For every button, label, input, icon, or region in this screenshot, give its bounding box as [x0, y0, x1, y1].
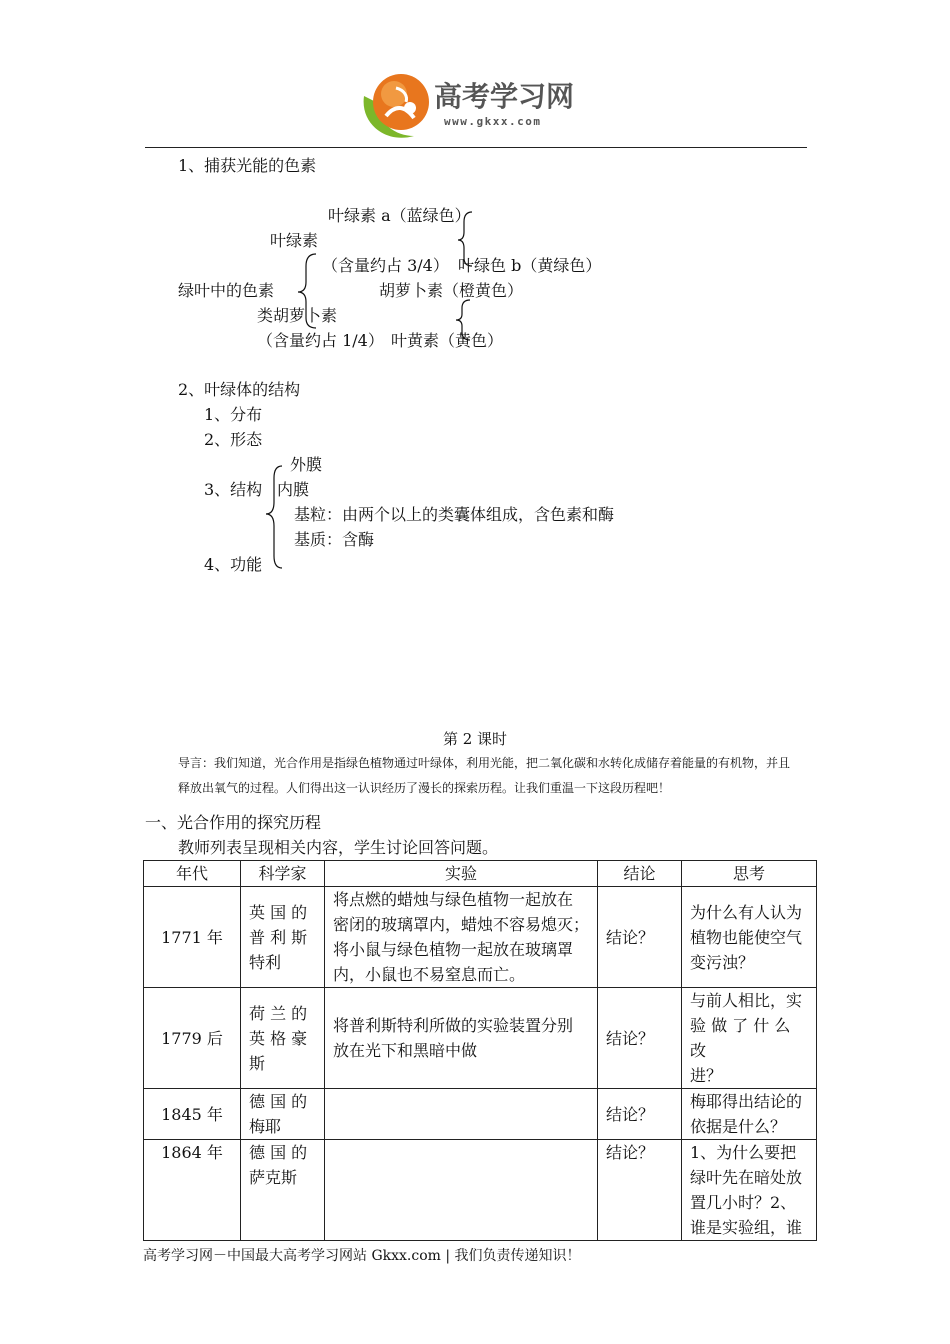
experiment-cell [325, 887, 598, 988]
item-distribution: 1、分布 [204, 405, 263, 424]
section1-heading: 1、捕获光能的色素 [178, 156, 317, 175]
brace-structure [266, 466, 282, 568]
experiment-cell [325, 988, 598, 1089]
experiment-line: 将小鼠与绿色植物一起放在玻璃罩 [333, 940, 574, 959]
lesson2-title: 第 2 课时 [442, 730, 508, 748]
conclusion-cell: 结论？ [598, 1140, 682, 1241]
header-experiment: 实验 [325, 861, 598, 887]
scientist-line: 普 利 斯 [249, 927, 308, 947]
experiment-line: 将点燃的蜡烛与绿色植物一起放在 [333, 890, 574, 909]
header-year: 年代 [144, 861, 241, 887]
year-cell: 1864 年 [144, 1140, 241, 1241]
chlorophyll-a: 叶绿素 a（蓝绿色） [328, 206, 471, 225]
thinking-cell [682, 1089, 817, 1140]
stroma: 基质：含酶 [294, 530, 375, 549]
thinking-line: 梅耶得出结论的 [690, 1092, 803, 1111]
scientist-line: 英 国 的 [249, 902, 308, 922]
experiment-cell [325, 1140, 598, 1241]
chlorophyll-b: 叶绿色 b（黄绿色） [458, 256, 602, 275]
section2-heading: 2、叶绿体的结构 [178, 380, 301, 399]
scientist-cell [241, 1140, 325, 1241]
thinking-line: 谁是实验组，谁 [690, 1218, 803, 1237]
logo-title: 高考学习网 [434, 80, 575, 113]
page-footer: 高考学习网－中国最大高考学习网站 Gkxx.com | 我们负责传递知识！ [143, 1248, 581, 1264]
scientist-line: 德 国 的 [249, 1143, 308, 1162]
scientist-line: 荷 兰 的 [249, 1003, 308, 1023]
header-thinking: 思考 [682, 861, 817, 887]
experiment-line: 密闭的玻璃罩内，蜡烛不容易熄灭； [333, 915, 590, 934]
scientist-cell [241, 887, 325, 988]
intro-line-2: 释放出氧气的过程。人们得出这一认识经历了漫长的探索历程。让我们重温一下这段历程吧！ [178, 781, 671, 795]
thinking-line: 验 做 了 什 么 改 [690, 1016, 791, 1060]
experiment-line: 放在光下和黑暗中做 [333, 1041, 478, 1060]
conclusion-cell: 结论？ [598, 1089, 682, 1140]
year-cell: 1779 后 [144, 988, 241, 1089]
experiment-cell [325, 1089, 598, 1140]
table-header-row [144, 861, 817, 887]
item-shape: 2、形态 [204, 430, 263, 449]
chlorophyll: 叶绿素 [270, 231, 319, 250]
thinking-cell [682, 988, 817, 1089]
thinking-line: 绿叶先在暗处放 [690, 1168, 803, 1187]
scientist-cell [241, 988, 325, 1089]
thinking-line: 为什么有人认为 [690, 902, 803, 922]
part-heading: 一、光合作用的探究历程 [145, 813, 322, 832]
scientist-line: 特利 [249, 952, 282, 972]
chlorophyll-share: （含量约占 3/4） [322, 256, 449, 275]
year-cell: 1771 年 [144, 887, 241, 988]
experiment-line: 将普利斯特利所做的实验装置分别 [333, 1016, 574, 1035]
outer-membrane: 外膜 [290, 455, 323, 474]
thinking-line: 进？ [690, 1066, 723, 1085]
thinking-cell [682, 1140, 817, 1241]
scientist-line: 英 格 豪 [249, 1028, 308, 1048]
carotenoids: 类胡萝卜素 [257, 306, 338, 325]
thinking-line: 1、为什么要把 [690, 1143, 797, 1162]
scientist-line: 萨克斯 [249, 1168, 298, 1187]
part-subheading: 教师列表呈现相关内容，学生讨论回答问题。 [178, 838, 499, 857]
thinking-line: 依据是什么？ [690, 1117, 787, 1136]
thinking-line: 与前人相比，实 [690, 991, 803, 1010]
thinking-cell [682, 887, 817, 988]
header-scientist: 科学家 [241, 861, 325, 887]
item-structure: 3、结构 [204, 480, 263, 499]
table-row [144, 988, 817, 1089]
photosynthesis-history-table [143, 860, 817, 1241]
scientist-line: 德 国 的 [249, 1092, 308, 1111]
thinking-line: 置几小时？2、 [690, 1193, 797, 1212]
table-row [144, 1140, 817, 1241]
carotene: 胡萝卜素（橙黄色） [379, 281, 524, 300]
xanthophyll: 叶黄素（黄色） [391, 331, 504, 350]
item-function: 4、功能 [204, 555, 263, 574]
header-conclusion: 结论 [598, 861, 682, 887]
thinking-line: 变污浊？ [690, 952, 755, 972]
conclusion-cell: 结论？ [598, 887, 682, 988]
scientist-line: 斯 [249, 1053, 266, 1073]
thinking-line: 植物也能使空气 [690, 927, 803, 947]
experiment-line: 内，小鼠也不易窒息而亡。 [333, 965, 526, 984]
conclusion-cell: 结论？ [598, 988, 682, 1089]
table-row [144, 1089, 817, 1140]
table-row [144, 887, 817, 988]
scientist-line: 梅耶 [249, 1117, 282, 1136]
carotenoids-share: （含量约占 1/4） [257, 331, 384, 350]
year-cell: 1845 年 [144, 1089, 241, 1140]
logo-url: www.gkxx.com [444, 115, 542, 128]
pigments-root: 绿叶中的色素 [178, 281, 275, 300]
intro-line-1: 导言：我们知道，光合作用是指绿色植物通过叶绿体，利用光能，把二氧化碳和水转化成储存着能量的有机物，并且 [178, 756, 791, 770]
inner-membrane: 内膜 [277, 480, 310, 499]
scientist-cell [241, 1089, 325, 1140]
grana: 基粒：由两个以上的类囊体组成，含色素和酶 [294, 505, 615, 524]
